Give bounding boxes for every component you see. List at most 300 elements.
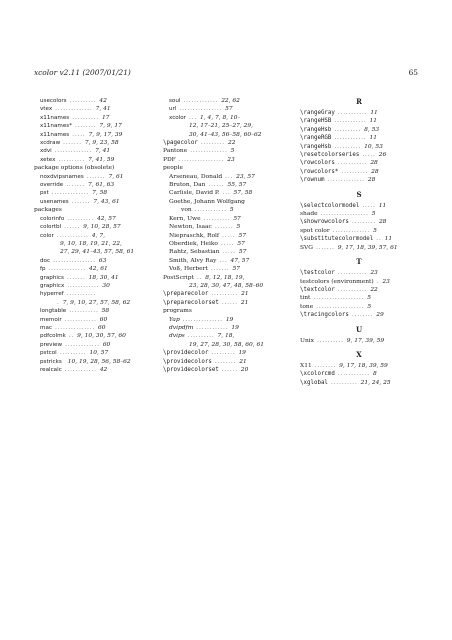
leader-dots: .......... bbox=[69, 98, 97, 104]
page-references: 9, 17, 18, 39, 57, 61 bbox=[337, 244, 398, 251]
index-term: Kern, Uwe bbox=[169, 215, 201, 222]
index-term: preview bbox=[40, 341, 63, 348]
index-entry bbox=[34, 290, 152, 298]
index-term: graphicx bbox=[40, 282, 65, 289]
index-term: dvips bbox=[169, 333, 185, 340]
page-references: 7, 9, 17, 39 bbox=[88, 131, 123, 138]
leader-dots: ....... bbox=[71, 198, 91, 205]
page-references: 9, 17, 39, 59 bbox=[346, 337, 385, 344]
index-term: tone bbox=[300, 303, 314, 310]
index-entry bbox=[163, 105, 285, 113]
index-entry bbox=[34, 131, 152, 139]
index-entry bbox=[163, 223, 285, 231]
leader-dots: ... bbox=[219, 257, 228, 264]
page-references: 23 bbox=[227, 156, 235, 163]
index-entry bbox=[34, 332, 152, 340]
leader-dots: ........... bbox=[337, 286, 368, 293]
page-references: 42 bbox=[99, 98, 107, 104]
index-term: x11names bbox=[40, 131, 70, 138]
leader-dots: ..... bbox=[220, 240, 235, 247]
index-entry bbox=[300, 311, 418, 319]
index-entry bbox=[34, 164, 152, 172]
index-entry bbox=[163, 358, 285, 366]
index-term: hyperref bbox=[40, 291, 64, 298]
leader-dots: .............. bbox=[332, 227, 371, 234]
index-entry bbox=[163, 290, 285, 298]
index-term: colorinfo bbox=[40, 215, 65, 222]
index-term: SVG bbox=[300, 244, 313, 251]
page-references: 60 bbox=[99, 316, 108, 323]
index-entry bbox=[300, 235, 418, 243]
index-term: shade bbox=[300, 211, 318, 218]
index-entry bbox=[300, 244, 418, 252]
index-entry bbox=[163, 248, 285, 256]
leader-dots: .............. bbox=[51, 190, 90, 197]
index-term: dvipdfm bbox=[169, 324, 194, 331]
index-term: Smith, Alvy Ray bbox=[169, 257, 217, 264]
index-term: PostScript bbox=[163, 274, 194, 281]
leader-dots: .............. bbox=[54, 148, 93, 155]
page-references: 7, 43, 61 bbox=[93, 198, 120, 205]
index-entry bbox=[34, 265, 152, 273]
index-term: Yap bbox=[169, 316, 180, 323]
leader-dots: ........... bbox=[337, 270, 368, 277]
leader-dots: ...... bbox=[221, 299, 238, 306]
leader-dots: ............... bbox=[54, 324, 96, 331]
index-term: \providecolorset bbox=[163, 367, 219, 373]
page-references: 57 bbox=[238, 249, 247, 256]
index-column-middle bbox=[163, 97, 285, 374]
index-entry bbox=[300, 117, 418, 125]
index-term: realcalc bbox=[40, 367, 62, 373]
leader-dots: .......... bbox=[334, 126, 362, 133]
leader-dots: ..... bbox=[222, 249, 236, 256]
page-references: 7, 41, 59 bbox=[88, 156, 115, 163]
leader-dots: ....... bbox=[86, 173, 106, 180]
page-references: 19 bbox=[238, 350, 246, 357]
page-references: 9, 17, 18, 39, 59 bbox=[339, 362, 388, 369]
index-entry bbox=[34, 114, 152, 122]
leader-dots: .............. bbox=[55, 106, 93, 113]
leader-dots: ........ bbox=[75, 123, 97, 130]
index-entry bbox=[163, 307, 285, 315]
page-references: 29 bbox=[376, 312, 384, 319]
index-term: \rangeGray bbox=[300, 110, 335, 116]
index-entry bbox=[34, 139, 152, 147]
leader-dots: .................. bbox=[320, 211, 369, 218]
leader-dots: ... bbox=[222, 190, 231, 197]
page-references: 55, 57 bbox=[227, 182, 247, 189]
index-term: usenames bbox=[40, 198, 69, 205]
index-entry bbox=[34, 316, 152, 324]
page-references: 63 bbox=[98, 257, 107, 264]
index-term: pdfcolmk bbox=[40, 333, 66, 340]
page-references: 12, 17–21, 25–27, 29, bbox=[189, 123, 253, 130]
leader-dots: ............ bbox=[334, 135, 367, 142]
index-entry bbox=[300, 278, 418, 286]
page-references: 21 bbox=[240, 299, 249, 306]
index-column-right bbox=[300, 97, 418, 387]
leader-dots: .. bbox=[68, 333, 75, 340]
leader-dots: ....... bbox=[66, 274, 86, 281]
index-entry bbox=[300, 286, 418, 294]
index-term: pstricks bbox=[40, 358, 62, 365]
index-term: vtex bbox=[40, 106, 53, 113]
leader-dots: ......... bbox=[200, 140, 225, 147]
page-references: 9, 10, 28, 57 bbox=[83, 224, 121, 231]
leader-dots: ................ bbox=[53, 257, 96, 264]
index-term: \textcolor bbox=[300, 286, 335, 293]
index-term: color bbox=[40, 232, 54, 239]
page-references: 57 bbox=[225, 106, 233, 113]
index-term: \preparecolor bbox=[163, 291, 209, 298]
index-entry bbox=[300, 370, 418, 378]
index-term: xcdraw bbox=[40, 140, 61, 147]
index-entry bbox=[300, 303, 418, 311]
index-term: \resetcolorseries bbox=[300, 152, 360, 159]
index-term: xetex bbox=[40, 156, 56, 163]
page-references: 21 bbox=[241, 291, 249, 298]
index-term: \rowcolors* bbox=[300, 168, 339, 175]
page-references: 17 bbox=[101, 114, 110, 121]
page-references: 28 bbox=[370, 160, 378, 167]
index-term: \providecolor bbox=[163, 350, 209, 357]
leader-dots: . bbox=[376, 278, 380, 285]
leader-dots: .......... bbox=[187, 333, 215, 340]
leader-dots: ..... bbox=[362, 152, 376, 159]
leader-dots: ............ bbox=[337, 371, 370, 378]
index-column-left bbox=[34, 97, 152, 374]
index-entry bbox=[34, 324, 152, 332]
page-references: 27, 29, 41–43, 57, 58, 61 bbox=[60, 249, 135, 256]
index-entry bbox=[34, 147, 152, 155]
index-term: xcolor bbox=[169, 114, 186, 121]
index-entry bbox=[300, 227, 418, 235]
index-term: Rahtz, Sebastian bbox=[169, 249, 220, 256]
page-references: 22, 62 bbox=[221, 98, 240, 104]
index-term: \rangeHSB bbox=[300, 118, 332, 125]
index-entry bbox=[34, 215, 152, 223]
index-term: Voß, Herbert bbox=[169, 266, 208, 273]
leader-dots: .. bbox=[376, 236, 382, 243]
page-number: 65 bbox=[408, 68, 418, 77]
index-entry bbox=[163, 299, 285, 307]
index-term: \rangeHsb bbox=[300, 126, 332, 133]
index-entry bbox=[34, 232, 152, 240]
page-references: 23, 28, 30, 47, 48, 58–60 bbox=[189, 282, 264, 289]
page-references: 23 bbox=[370, 270, 378, 277]
page-references: 8, 53 bbox=[364, 126, 380, 133]
leader-dots: .......... bbox=[334, 143, 362, 150]
index-entry bbox=[163, 147, 285, 155]
page-references: 23, 57 bbox=[236, 173, 255, 180]
index-term: \rowcolors bbox=[300, 160, 335, 167]
page-references: 7, 61, 63 bbox=[87, 182, 115, 189]
index-letter-heading: S bbox=[356, 189, 362, 199]
index-entry bbox=[163, 206, 285, 214]
index-entry bbox=[300, 126, 418, 134]
page-references: 7, 9, 17 bbox=[99, 123, 122, 130]
index-entry bbox=[300, 362, 418, 370]
index-term: \xglobal bbox=[300, 379, 328, 386]
index-entry bbox=[34, 349, 152, 357]
leader-dots: ........ bbox=[314, 362, 337, 369]
page-references: 28 bbox=[371, 168, 379, 175]
index-term: packages bbox=[34, 207, 62, 214]
page-references: 42 bbox=[99, 367, 108, 373]
index-term: Carlisle, David P. bbox=[169, 190, 220, 197]
page-references: 9, 10, 30, 57, 60 bbox=[77, 333, 126, 340]
index-entry bbox=[163, 265, 285, 273]
index-entry bbox=[300, 202, 418, 210]
leader-dots: ............ bbox=[196, 324, 229, 331]
page-references: 7, 61 bbox=[108, 173, 124, 180]
index-term: colortbl bbox=[40, 224, 62, 231]
page-references: 60 bbox=[98, 324, 106, 331]
index-entry bbox=[300, 143, 418, 151]
index-entry bbox=[300, 294, 418, 302]
page-references: 57 bbox=[233, 215, 241, 222]
index-term: von bbox=[181, 207, 192, 214]
index-term: Niepraschk, Rolf bbox=[169, 232, 220, 239]
index-term: x11names* bbox=[40, 123, 73, 130]
leader-dots: ......... bbox=[351, 219, 376, 226]
leader-dots: ........ bbox=[351, 312, 374, 319]
index-entry bbox=[34, 206, 152, 214]
index-term: \testcolor bbox=[300, 270, 335, 277]
index-term: \substitutecolormodel bbox=[300, 236, 374, 243]
leader-dots: ....... bbox=[210, 266, 230, 273]
index-term: xdvi bbox=[40, 148, 52, 155]
page-references: 30, 41–43, 56–58, 60–62 bbox=[189, 131, 262, 138]
page-references: 5 bbox=[371, 211, 376, 218]
index-term: Oberdiek, Heiko bbox=[169, 240, 218, 247]
index-term: noxdvipsnames bbox=[40, 173, 84, 180]
leader-dots: ... bbox=[225, 173, 234, 180]
page-references: 4, 7, bbox=[91, 232, 105, 239]
index-term: Goethe, Johann Wolfgang bbox=[169, 198, 245, 205]
page-references: 5 bbox=[230, 148, 235, 155]
index-term: package options (obsolete) bbox=[34, 165, 115, 172]
index-entry bbox=[300, 337, 418, 345]
index-letter-heading: U bbox=[355, 324, 363, 334]
leader-dots: .......... bbox=[316, 337, 344, 344]
page-references: 7, 9, 23, 58 bbox=[84, 140, 119, 147]
leader-dots: ........... bbox=[69, 308, 99, 315]
index-entry bbox=[163, 215, 285, 223]
page-references: 57 bbox=[238, 232, 246, 239]
index-entry bbox=[163, 122, 285, 130]
leader-dots: ..... bbox=[362, 202, 376, 209]
index-entry bbox=[34, 156, 152, 164]
leader-dots: ..... bbox=[222, 232, 236, 239]
index-term: \tracingcolors bbox=[300, 312, 349, 319]
leader-dots: ........... bbox=[66, 291, 97, 298]
leader-dots: . bbox=[57, 299, 60, 306]
page-references: 10, 19, 28, 56, 58–62 bbox=[67, 358, 131, 365]
page-references: 42, 57 bbox=[97, 215, 116, 222]
index-entry bbox=[34, 198, 152, 206]
page-references: 57, 58 bbox=[233, 190, 253, 197]
index-entry bbox=[163, 324, 285, 332]
page-references: 22 bbox=[370, 286, 378, 293]
page-references: 42, 61 bbox=[88, 266, 108, 273]
index-entry bbox=[300, 151, 418, 159]
index-term: \selectcolormodel bbox=[300, 202, 360, 209]
index-term: people bbox=[163, 165, 183, 172]
index-entry bbox=[34, 257, 152, 265]
page-references: 22 bbox=[227, 140, 236, 147]
page-references: 10, 57 bbox=[89, 350, 109, 357]
index-entry bbox=[300, 134, 418, 142]
index-term: \pagecolor bbox=[163, 140, 198, 147]
index-entry bbox=[163, 332, 285, 340]
index-term: X11 bbox=[300, 362, 312, 369]
index-entry bbox=[163, 114, 285, 122]
index-entry bbox=[163, 366, 285, 374]
index-term: mac bbox=[40, 324, 52, 331]
leader-dots: ... bbox=[189, 114, 198, 121]
leader-dots: ....... bbox=[63, 140, 82, 147]
page-references: 28 bbox=[367, 177, 376, 184]
page-references: 26 bbox=[378, 152, 387, 159]
leader-dots: .......... bbox=[330, 379, 358, 386]
page-references: 5 bbox=[236, 224, 241, 231]
leader-dots: .......... bbox=[67, 215, 94, 222]
leader-dots: ..... bbox=[72, 131, 86, 138]
index-term: testcolors (environment) bbox=[300, 278, 374, 285]
index-term: Pantone bbox=[163, 148, 188, 155]
index-entry bbox=[300, 210, 418, 218]
leader-dots: ................ bbox=[179, 106, 223, 113]
page-references: 5 bbox=[373, 227, 377, 234]
index-entry bbox=[34, 122, 152, 130]
index-entry bbox=[163, 282, 285, 290]
index-term: longtable bbox=[40, 308, 67, 315]
leader-dots: ............ bbox=[64, 316, 97, 323]
index-entry bbox=[163, 181, 285, 189]
page-references: 10, 53 bbox=[364, 143, 383, 150]
page-references: 8 bbox=[372, 371, 377, 378]
index-term: \providecolors bbox=[163, 358, 212, 365]
leader-dots: ...... bbox=[221, 367, 238, 373]
index-term: programs bbox=[163, 308, 192, 315]
index-entry bbox=[163, 189, 285, 197]
index-term: x11names bbox=[40, 114, 70, 121]
index-term: fp bbox=[40, 266, 46, 273]
leader-dots: .............. bbox=[190, 148, 228, 155]
leader-dots: .......... bbox=[58, 156, 86, 163]
index-entry bbox=[163, 131, 285, 139]
page-references: 18, 30, 41 bbox=[88, 274, 119, 281]
index-letter-heading: T bbox=[356, 257, 362, 267]
index-term: \rangeRGB bbox=[300, 135, 332, 142]
page-references: 23 bbox=[382, 278, 390, 285]
index-term: Newton, Isaac bbox=[169, 224, 212, 231]
page-references: 57 bbox=[237, 240, 245, 247]
index-term: \rownum bbox=[300, 177, 325, 184]
page-references: 11 bbox=[370, 110, 378, 116]
index-entry bbox=[34, 282, 152, 290]
index-entry bbox=[163, 240, 285, 248]
leader-dots: ........... bbox=[337, 110, 368, 116]
leader-dots: .. bbox=[196, 274, 203, 281]
index-entry bbox=[300, 269, 418, 277]
index-term: \xcolorcmd bbox=[300, 371, 335, 378]
page-references: 11 bbox=[384, 236, 393, 243]
page-references: 19 bbox=[225, 316, 234, 323]
leader-dots: ......... bbox=[211, 350, 236, 357]
leader-dots: ...... bbox=[64, 224, 81, 231]
index-term: memoir bbox=[40, 316, 62, 323]
index-entry bbox=[300, 168, 418, 176]
index-term: usecolors bbox=[40, 98, 67, 104]
index-entry bbox=[163, 274, 285, 282]
index-entry bbox=[163, 341, 285, 349]
index-entry bbox=[34, 366, 152, 374]
leader-dots: ................. bbox=[178, 156, 225, 163]
index-term: spot color bbox=[300, 227, 330, 234]
leader-dots: ............. bbox=[183, 98, 219, 104]
page-references: 5 bbox=[229, 207, 234, 214]
page-references: 11 bbox=[369, 118, 377, 125]
index-term: PDF bbox=[163, 156, 176, 163]
leader-dots: .............. bbox=[48, 266, 86, 273]
index-entry bbox=[34, 358, 152, 366]
page-references: 7, 58 bbox=[92, 190, 108, 197]
page-references: 21, 24, 25 bbox=[360, 379, 391, 386]
page-references: 7, 9, 10, 27, 57, 58, 62 bbox=[62, 299, 131, 306]
page-references: 11 bbox=[369, 135, 377, 142]
page-references: 7, 41 bbox=[95, 148, 111, 155]
page-references: 21 bbox=[239, 358, 247, 365]
leader-dots: ............ bbox=[334, 118, 367, 125]
page-references: 47, 57 bbox=[230, 257, 250, 264]
leader-dots: ...... bbox=[208, 182, 225, 189]
index-entry bbox=[34, 189, 152, 197]
index-entry bbox=[34, 223, 152, 231]
index-entry bbox=[34, 240, 152, 248]
index-term: \rangeHsb bbox=[300, 143, 332, 150]
index-entry bbox=[34, 173, 152, 181]
page-references: 57 bbox=[232, 266, 241, 273]
leader-dots: .......... bbox=[72, 114, 99, 121]
index-entry bbox=[163, 198, 285, 206]
index-entry bbox=[300, 176, 418, 184]
leader-dots: ............ bbox=[194, 207, 227, 214]
page-references: 5 bbox=[367, 303, 372, 310]
index-term: doc bbox=[40, 257, 51, 264]
page-references: 7, 18, bbox=[217, 333, 235, 340]
index-entry bbox=[300, 218, 418, 226]
index-entry bbox=[163, 139, 285, 147]
leader-dots: .......... bbox=[211, 291, 239, 298]
index-entry bbox=[300, 159, 418, 167]
index-term: override bbox=[40, 182, 64, 189]
index-entry bbox=[34, 248, 152, 256]
leader-dots: .............. bbox=[327, 177, 365, 184]
page-references: 19, 27, 28, 30, 58, 60, 61 bbox=[189, 341, 264, 348]
leader-dots: ............... bbox=[182, 316, 223, 323]
index-term: graphics bbox=[40, 274, 64, 281]
index-entry bbox=[163, 97, 285, 105]
leader-dots: ................... bbox=[313, 295, 365, 302]
page-references: 60 bbox=[102, 341, 111, 348]
index-term: pst bbox=[40, 190, 49, 197]
index-entry bbox=[34, 299, 152, 307]
leader-dots: ....... bbox=[214, 224, 234, 231]
leader-dots: ............ bbox=[56, 232, 89, 239]
